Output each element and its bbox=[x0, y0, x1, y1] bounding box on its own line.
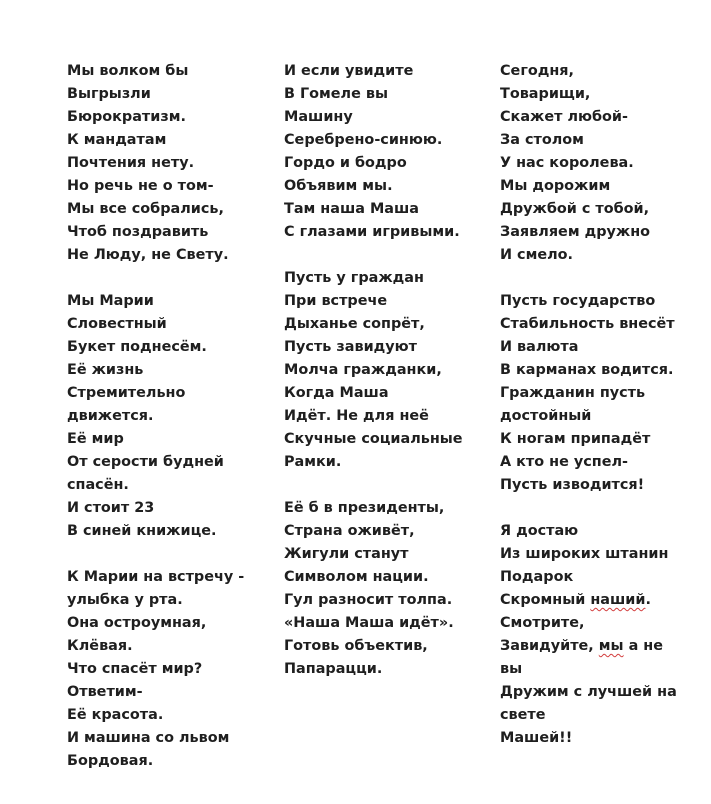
poem-line: Выгрызли bbox=[67, 86, 151, 102]
poem-line: вы bbox=[500, 661, 523, 677]
poem-line: К Марии на встречу - bbox=[67, 569, 245, 585]
poem-column-3 bbox=[500, 60, 705, 773]
poem-line: Гордо и бодро bbox=[284, 155, 407, 171]
poem-line: улыбка у рта. bbox=[67, 592, 183, 608]
poem-line: И валюта bbox=[500, 339, 579, 355]
stanza bbox=[67, 60, 277, 267]
poem-line: Сегодня, bbox=[500, 63, 574, 79]
poem-line: достойный bbox=[500, 408, 592, 424]
poem-line: Она остроумная, bbox=[67, 615, 207, 631]
poem-line: Дыханье сопрёт, bbox=[284, 316, 425, 332]
poem-line: К ногам припадёт bbox=[500, 431, 651, 447]
poem-line: Бюрократизм. bbox=[67, 109, 186, 125]
poem-line: И если увидите bbox=[284, 63, 414, 79]
poem-line: С глазами игривыми. bbox=[284, 224, 460, 240]
poem-line: Из широких штанин bbox=[500, 546, 669, 562]
poem-line: При встрече bbox=[284, 293, 388, 309]
poem-line: Идёт. Не для неё bbox=[284, 408, 429, 424]
poem-line: Страна оживёт, bbox=[284, 523, 415, 539]
line-text: Завидуйте, bbox=[500, 638, 599, 654]
poem-line: Рамки. bbox=[284, 454, 342, 470]
poem-line: Смотрите, bbox=[500, 615, 585, 631]
poem-line: Мы Марии bbox=[67, 293, 154, 309]
poem-line: Готовь объектив, bbox=[284, 638, 428, 654]
poem-line: В карманах водится. bbox=[500, 362, 674, 378]
poem-line: Букет поднесём. bbox=[67, 339, 207, 355]
poem-line: движется. bbox=[67, 408, 154, 424]
poem-line: Скучные социальные bbox=[284, 431, 463, 447]
poem-line: Её мир bbox=[67, 431, 124, 447]
poem-line: Пусть завидуют bbox=[284, 339, 418, 355]
poem-line: Пусть изводится! bbox=[500, 477, 645, 493]
poem-line: Но речь не о том- bbox=[67, 178, 214, 194]
poem-line: Серебрено-синюю. bbox=[284, 132, 443, 148]
poem-line: Папарацци. bbox=[284, 661, 383, 677]
poem-line: Её красота. bbox=[67, 707, 164, 723]
stanza bbox=[284, 267, 496, 474]
poem-line bbox=[500, 589, 705, 612]
poem-line: Машей!! bbox=[500, 730, 573, 746]
poem-line: Дружим с лучшей на bbox=[500, 684, 677, 700]
poem-line: Скажет любой- bbox=[500, 109, 628, 125]
line-text: Скромный bbox=[500, 592, 591, 608]
poem-line: Гражданин пусть bbox=[500, 385, 646, 401]
poem-line: Там наша Маша bbox=[284, 201, 419, 217]
poem-line: От серости будней bbox=[67, 454, 224, 470]
spellcheck-error-word[interactable]: наший bbox=[590, 592, 646, 608]
poem-line: Клёвая. bbox=[67, 638, 133, 654]
poem-line: И смело. bbox=[500, 247, 574, 263]
poem-line: Объявим мы. bbox=[284, 178, 393, 194]
poem-line: Её б в президенты, bbox=[284, 500, 445, 516]
poem-line: Гул разносит толпа. bbox=[284, 592, 453, 608]
poem-line: Символом нации. bbox=[284, 569, 429, 585]
poem-line: А кто не успел- bbox=[500, 454, 628, 470]
poem-line: К мандатам bbox=[67, 132, 167, 148]
poem-column-2 bbox=[284, 60, 496, 704]
poem-line: Мы дорожим bbox=[500, 178, 611, 194]
poem-line: Дружбой с тобой, bbox=[500, 201, 650, 217]
poem-line: В синей книжице. bbox=[67, 523, 217, 539]
poem-line: Пусть государство bbox=[500, 293, 656, 309]
poem-line: Словестный bbox=[67, 316, 167, 332]
poem-line: Когда Маша bbox=[284, 385, 389, 401]
poem-line: Молча гражданки, bbox=[284, 362, 442, 378]
poem-line: спасён. bbox=[67, 477, 129, 493]
stanza bbox=[67, 290, 277, 543]
poem-line: Заявляем дружно bbox=[500, 224, 651, 240]
poem-line: Стремительно bbox=[67, 385, 186, 401]
poem-line: У нас королева. bbox=[500, 155, 634, 171]
poem-line: Я достаю bbox=[500, 523, 579, 539]
poem-line: Почтения нету. bbox=[67, 155, 195, 171]
line-text: а не bbox=[623, 638, 664, 654]
stanza bbox=[500, 520, 705, 750]
poem-column-1 bbox=[67, 60, 277, 796]
poem-line: Пусть у граждан bbox=[284, 270, 424, 286]
poem-line: Машину bbox=[284, 109, 353, 125]
poem-line: Не Люду, не Свету. bbox=[67, 247, 229, 263]
stanza bbox=[500, 60, 705, 267]
poem-line: Товарищи, bbox=[500, 86, 591, 102]
poem-line: свете bbox=[500, 707, 546, 723]
stanza bbox=[284, 60, 496, 244]
poem-line: Что спасёт мир? bbox=[67, 661, 203, 677]
poem-line: «Наша Маша идёт». bbox=[284, 615, 454, 631]
poem-line: Мы все собрались, bbox=[67, 201, 224, 217]
stanza bbox=[67, 566, 277, 773]
poem-line: Её жизнь bbox=[67, 362, 144, 378]
poem-line: За столом bbox=[500, 132, 584, 148]
poem-line: Подарок bbox=[500, 569, 574, 585]
poem-line bbox=[500, 635, 705, 658]
poem-line: Ответим- bbox=[67, 684, 143, 700]
stanza bbox=[500, 290, 705, 497]
stanza bbox=[284, 497, 496, 681]
poem-line: Мы волком бы bbox=[67, 63, 189, 79]
poem-line: Чтоб поздравить bbox=[67, 224, 209, 240]
poem-line: В Гомеле вы bbox=[284, 86, 388, 102]
poem-line: Жигули станут bbox=[284, 546, 409, 562]
poem-line: И стоит 23 bbox=[67, 500, 155, 516]
line-text: . bbox=[645, 592, 651, 608]
poem-line: Бордовая. bbox=[67, 753, 154, 769]
poem-line: И машина со львом bbox=[67, 730, 230, 746]
spellcheck-error-word[interactable]: мы bbox=[598, 638, 624, 654]
poem-line: Стабильность внесёт bbox=[500, 316, 675, 332]
